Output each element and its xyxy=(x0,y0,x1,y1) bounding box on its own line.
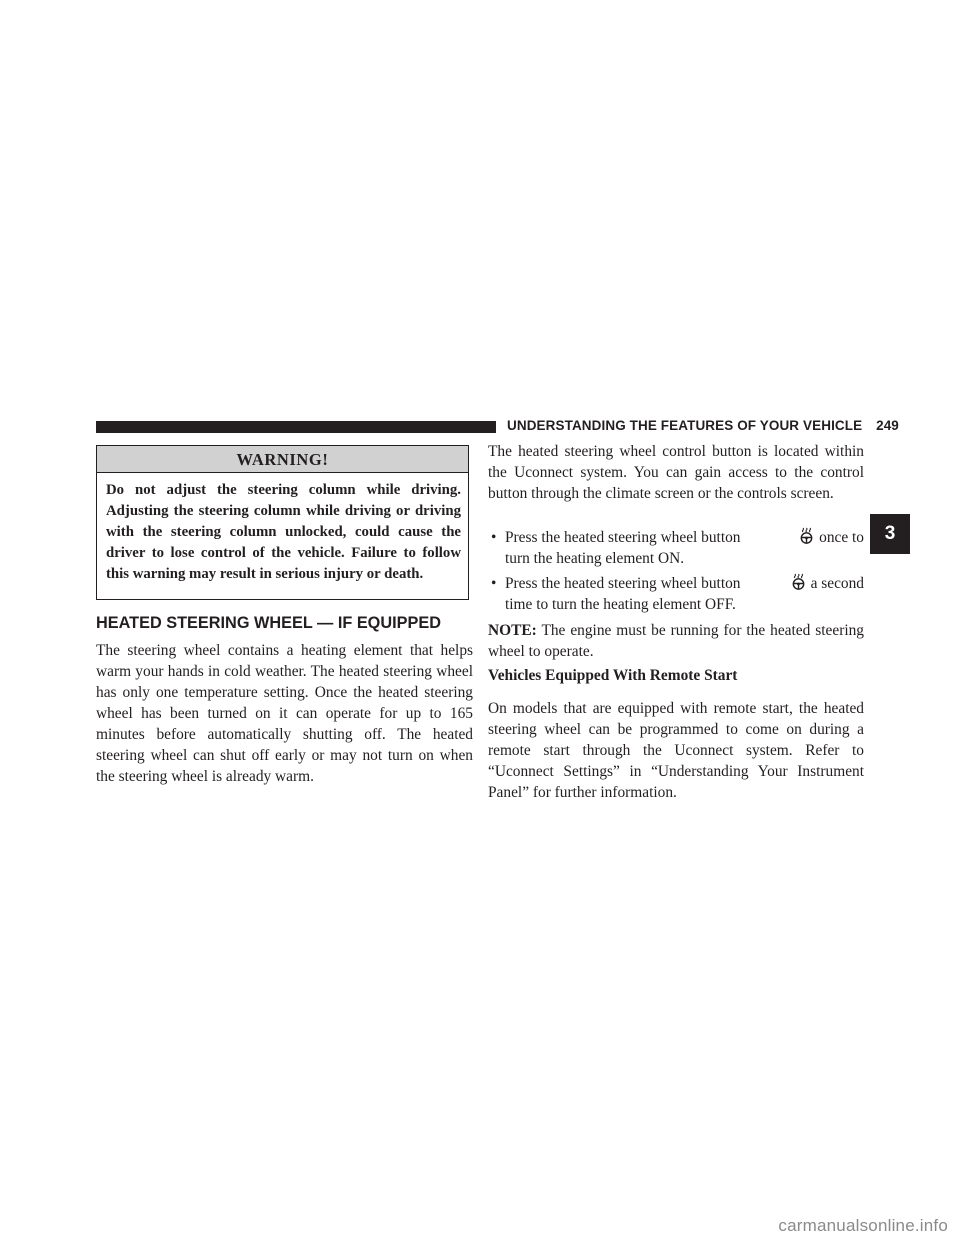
bullet-turn-on xyxy=(488,527,864,569)
bullet-text-after-icon: once to xyxy=(819,529,864,546)
warning-box xyxy=(96,445,469,600)
warning-title: WARNING! xyxy=(97,446,468,473)
section-heading: HEATED STEERING WHEEL — IF EQUIPPED xyxy=(96,614,441,632)
section-paragraph: The steering wheel contains a heating element that helps warm your hands in cold weather. The heated steering wheel has only one temperature setting. Once the heated steering wheel has been turned on it can operate for up to 165 minutes before automatically shutting off. The heated steering wheel can shut off early or may not turn on when the steering wheel is already warm. xyxy=(96,642,473,785)
header-rule xyxy=(96,421,496,433)
remote-start-paragraph: On models that are equipped with remote start, the heated steering wheel can be programmed to come on during a remote start through the Uconnect system. Refer to “Uconnect Settings” in “Understanding Your Instrument Panel” for further information. xyxy=(488,700,864,801)
heated-steering-wheel-icon xyxy=(800,527,813,544)
bullet-text: Press the heated steering wheel button xyxy=(505,575,741,592)
heated-steering-wheel-icon xyxy=(792,573,805,590)
note-label: NOTE: xyxy=(488,622,537,639)
control-button-paragraph: The heated steering wheel control button is located within the Uconnect system. You can gain access to the control button through the climate screen or the controls screen. xyxy=(488,443,864,502)
bullet-continuation: time to turn the heating element OFF. xyxy=(505,596,736,613)
remote-start-subheading: Vehicles Equipped With Remote Start xyxy=(488,667,738,684)
bullet-marker: • xyxy=(491,575,497,592)
note-text: The engine must be running for the heated steering wheel to operate. xyxy=(488,622,864,660)
warning-text: Do not adjust the steering column while driving. Adjusting the steering column while driving or driving with the steering column unlocked, could cause the driver to lose control of the vehicle. Failure to follow this warning may result in serious injury or death. xyxy=(106,482,461,582)
bullet-text-after-icon: a second xyxy=(810,575,864,592)
watermark: carmanualsonline.info xyxy=(778,1216,948,1235)
bullet-text: Press the heated steering wheel button xyxy=(505,529,741,546)
header-title: UNDERSTANDING THE FEATURES OF YOUR VEHICLE xyxy=(507,418,863,433)
page-number: 249 xyxy=(876,418,899,433)
bullet-turn-off xyxy=(488,573,864,615)
running-header xyxy=(507,418,899,433)
bullet-continuation: turn the heating element ON. xyxy=(505,550,685,567)
note-paragraph xyxy=(488,620,864,662)
chapter-tab: 3 xyxy=(870,514,910,554)
bullet-marker: • xyxy=(491,529,497,546)
